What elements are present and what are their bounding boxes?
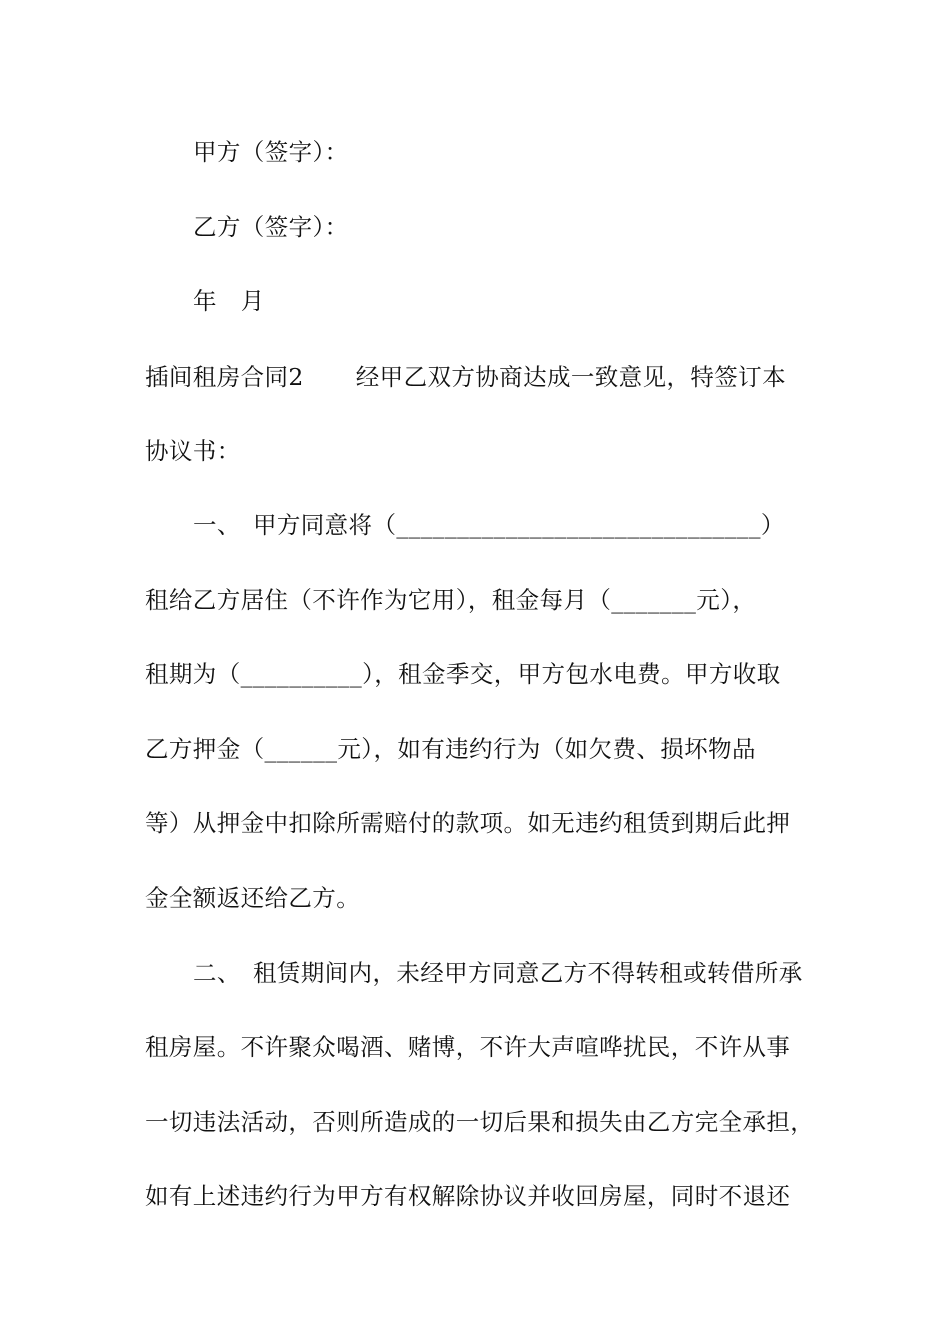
clause-2-line-3: 一切违法活动，否则所造成的一切后果和损失由乙方完全承担， xyxy=(145,1108,815,1136)
clause-1-line-4: 乙方押金（______元），如有违约行为（如欠费、损坏物品 xyxy=(145,735,756,763)
contract-intro: 经甲乙双方协商达成一致意见，特签订本 xyxy=(355,363,786,391)
party-b-signature-line: 乙方（签字）： xyxy=(193,213,349,241)
party-a-signature-line: 甲方（签字）： xyxy=(193,138,349,166)
clause-1-line-5: 等）从押金中扣除所需赔付的款项。如无违约租赁到期后此押 xyxy=(145,809,791,837)
clause-2-line-4: 如有上述违约行为甲方有权解除协议并收回房屋，同时不退还 xyxy=(145,1182,791,1210)
contract-intro-line-2: 协议书： xyxy=(145,437,241,465)
signature-date-line: 年 月 xyxy=(193,287,265,315)
clause-1-line-2: 租给乙方居住（不许作为它用），租金每月（_______元）， xyxy=(145,586,757,614)
contract-title: 插间租房合同2 xyxy=(145,363,304,391)
clause-1-line-6: 金全额返还给乙方。 xyxy=(145,884,361,912)
contract-title-line xyxy=(145,362,810,392)
clause-1-line-1: 一、 甲方同意将（______________________________） xyxy=(193,511,785,539)
clause-2-line-1: 二、 租赁期间内，未经甲方同意乙方不得转租或转借所承 xyxy=(193,959,803,987)
clause-1-line-3: 租期为（__________），租金季交，甲方包水电费。甲方收取 xyxy=(145,660,781,688)
clause-2-line-2: 租房屋。不许聚众喝酒、赌博，不许大声喧哗扰民，不许从事 xyxy=(145,1033,791,1061)
